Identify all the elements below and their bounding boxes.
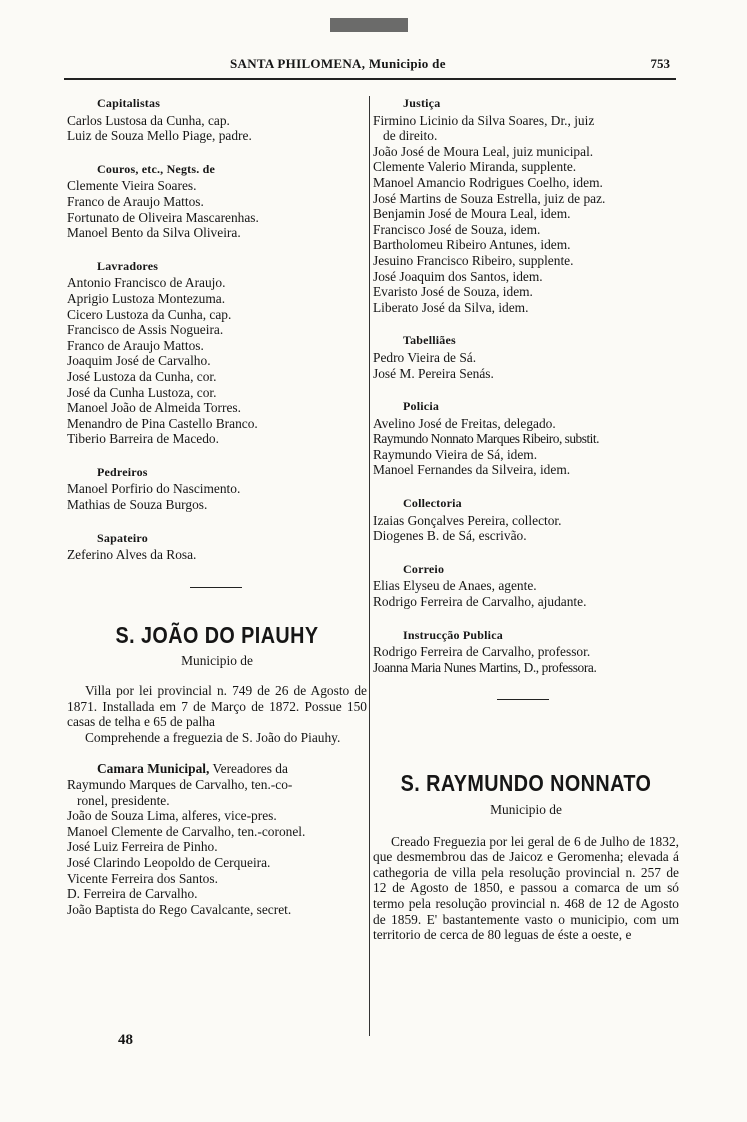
entry-line: Clemente Valerio Miranda, supplente.	[373, 159, 577, 175]
entry-line: José Luiz Ferreira de Pinho.	[67, 839, 218, 855]
entry-line: Raymundo Vieira de Sá, idem.	[373, 446, 538, 462]
entry-line: Evaristo José de Souza, idem.	[373, 284, 533, 300]
section-heading: Capitalistas	[97, 96, 161, 110]
entry-line: D. Ferreira de Carvalho.	[67, 886, 198, 902]
municipality-title: S. RAYMUNDO NONNATO	[400, 770, 652, 797]
section-policia	[373, 399, 679, 478]
entry-line: Menandro de Pina Castello Branco.	[67, 415, 258, 431]
section-heading: Lavradores	[97, 258, 159, 273]
entry-line: Francisco de Assis Nogueira.	[67, 322, 224, 338]
section-sapateiro	[67, 531, 367, 563]
entry-line: João Baptista do Rego Cavalcante, secret.	[67, 901, 292, 917]
entry-line: Izaias Gonçalves Pereira, collector.	[373, 512, 562, 528]
section-heading: Correio	[403, 561, 445, 576]
entry-line: Antonio Francisco de Araujo.	[67, 275, 226, 291]
page-number: 753	[650, 56, 670, 71]
entry-line: Manoel Amancio Rodrigues Coelho, idem.	[373, 174, 603, 190]
municipio-label: Municipio de	[181, 653, 253, 669]
section-heading: Couros, etc., Negts. de	[97, 161, 216, 176]
entry-line: Benjamin José de Moura Leal, idem.	[373, 206, 571, 222]
section-heading: Pedreiros	[97, 464, 148, 479]
top-ink-smudge	[330, 18, 408, 32]
section-heading: Instrucção Publica	[403, 627, 503, 642]
entry-line: Francisco José de Souza, idem.	[373, 221, 541, 237]
entry-line: Joaquim José de Carvalho.	[67, 353, 211, 369]
entry-line: Pedro Vieira de Sá.	[373, 349, 477, 365]
entry-line: Mathias de Souza Burgos.	[67, 497, 208, 513]
section-heading: Sapateiro	[97, 530, 148, 545]
section-heading: Collectoria	[403, 496, 462, 511]
section-heading: Camara Municipal,	[97, 761, 210, 777]
left-column	[67, 96, 367, 917]
municipality-description: Villa por lei provincial n. 749 de 26 de Agosto de 1871. Installada em 7 de Março de 1872. Possue 150 casas de telha e 65 de palha	[67, 683, 367, 730]
section-lavradores	[67, 259, 367, 447]
entry-line: Franco de Araujo Mattos.	[67, 337, 204, 353]
section-intro: Vereadores da	[209, 761, 288, 777]
entry-line: José Lustoza da Cunha, cor.	[67, 368, 217, 384]
entry-line: Cicero Lustoza da Cunha, cap.	[67, 306, 232, 322]
municipality-freguezia: Comprehende a freguezia de S. João do Piauhy.	[85, 729, 341, 745]
entry-line: Rodrigo Ferreira de Carvalho, ajudante.	[373, 594, 587, 610]
entry-line: Bartholomeu Ribeiro Antunes, idem.	[373, 237, 571, 253]
section-capitalistas	[67, 96, 367, 144]
section-heading: Justiça	[403, 96, 441, 110]
entry-line: José Martins de Souza Estrella, juiz de paz.	[373, 190, 606, 206]
running-header	[64, 52, 676, 76]
entry-line: Manoel Clemente de Carvalho, ten.-coronel.	[67, 823, 306, 839]
section-correio	[373, 562, 679, 610]
entry-line: Manoel Bento da Silva Oliveira.	[67, 225, 241, 241]
entry-line: Manoel Fernandes da Silveira, idem.	[373, 462, 571, 478]
section-camara	[67, 761, 367, 917]
entry-line: José da Cunha Lustoza, cor.	[67, 384, 217, 400]
header-rule	[64, 78, 676, 80]
section-heading: Tabelliães	[403, 333, 456, 348]
running-title: SANTA PHILOMENA, Municipio de	[230, 56, 446, 71]
entry-line: Tiberio Barreira de Macedo.	[67, 431, 219, 447]
entry-line: Luiz de Souza Mello Piage, padre.	[67, 128, 252, 144]
entry-line: Clemente Vieira Soares.	[67, 178, 197, 194]
section-pedreiros	[67, 465, 367, 513]
section-tabelliaes	[373, 333, 679, 381]
entry-line: José M. Pereira Senás.	[373, 365, 494, 381]
right-column	[373, 96, 679, 943]
municipality-title: S. JOÃO DO PIAUHY	[115, 621, 319, 648]
entry-line: Fortunato de Oliveira Mascarenhas.	[67, 209, 259, 225]
entry-line: João de Souza Lima, alferes, vice-pres.	[67, 808, 277, 824]
section-justica	[373, 96, 679, 315]
municipio-label: Municipio de	[490, 802, 562, 817]
entry-line: Raymundo Marques de Carvalho, ten.-co-	[67, 777, 293, 792]
entry-line: Rodrigo Ferreira de Carvalho, professor.	[373, 644, 591, 660]
entry-line: Zeferino Alves da Rosa.	[67, 547, 197, 563]
entry-line: Avelino José de Freitas, delegado.	[373, 415, 556, 431]
entry-line: João José de Moura Leal, juiz municipal.	[373, 143, 594, 159]
section-couros	[67, 162, 367, 241]
entry-line: Vicente Ferreira dos Santos.	[67, 870, 218, 886]
entry-line: Aprigio Lustoza Montezuma.	[67, 290, 226, 306]
entry-line: Joanna Maria Nunes Martins, D., professora.	[373, 659, 597, 675]
entry-line: Liberato José da Silva, idem.	[373, 299, 529, 315]
entry-line: Carlos Lustosa da Cunha, cap.	[67, 112, 230, 128]
entry-line: Raymundo Nonnato Marques Ribeiro, substit.	[373, 431, 599, 447]
entry-line: Elias Elyseu de Anaes, agente.	[373, 578, 537, 594]
section-collectoria	[373, 496, 679, 544]
entry-line: Franco de Araujo Mattos.	[67, 193, 204, 209]
entry-line: ronel, presidente.	[77, 792, 170, 808]
entry-line: Diogenes B. de Sá, escrivão.	[373, 528, 527, 544]
column-divider	[369, 96, 370, 1036]
entry-line: José Joaquim dos Santos, idem.	[373, 268, 543, 284]
entry-line: Firmino Licinio da Silva Soares, Dr., juiz	[373, 112, 595, 128]
entry-line: Manoel Porfirio do Nascimento.	[67, 481, 241, 497]
entry-line: de direito.	[383, 128, 438, 144]
municipality-description: Creado Freguezia por lei geral de 6 de Julho de 1832, que desmembrou das de Jaicoz e Geromenha; elevada á cathegoria de villa pela resolução provincial n. 257 de 12 de Agosto de 1850, e passou a comarca de um só termo pela resolução provincial n. 468 de 12 de Agosto de 1859. E' bastantemente vasto o municipio, com um territorio de cerca de 80 leguas de éste a oeste, e	[373, 833, 679, 943]
section-instruccao	[373, 628, 679, 676]
entry-line: José Clarindo Leopoldo de Cerqueira.	[67, 854, 271, 870]
footer-number: 48	[118, 1032, 133, 1048]
section-heading: Policia	[403, 399, 440, 414]
entry-line: Manoel João de Almeida Torres.	[67, 400, 241, 416]
entry-line: Jesuino Francisco Ribeiro, supplente.	[373, 252, 574, 268]
